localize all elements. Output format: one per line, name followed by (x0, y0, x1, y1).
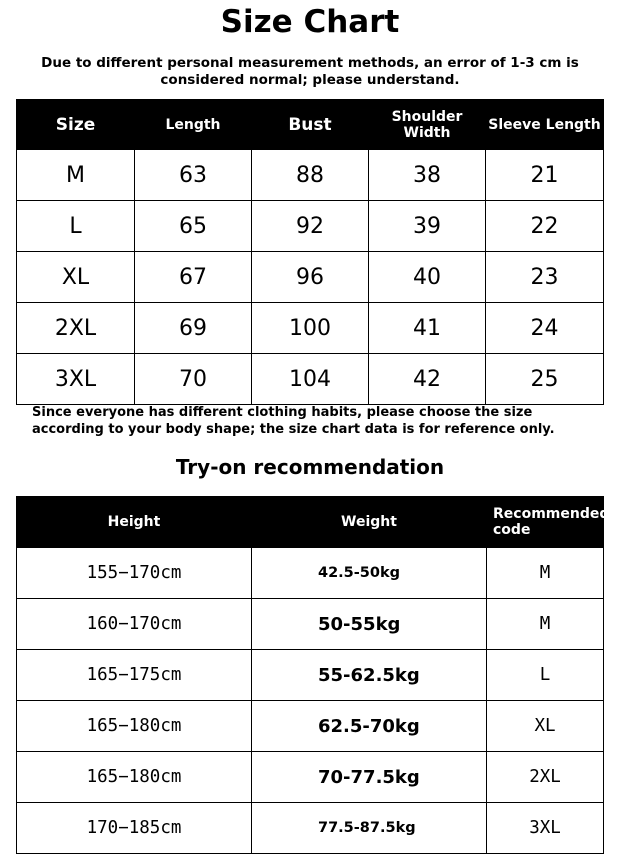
code-cell: 2XL (487, 752, 604, 803)
table-row (17, 201, 604, 252)
header-recommended-code: Recommended code (487, 497, 604, 548)
size-table-header-row (17, 100, 604, 150)
code-cell: M (487, 599, 604, 650)
height-cell: 170−185cm (17, 803, 252, 854)
table-row (17, 303, 604, 354)
header-shoulder-width: Shoulder Width (369, 100, 486, 150)
sleeve-cell: 21 (486, 150, 604, 201)
bust-cell: 100 (252, 303, 369, 354)
shoulder-cell: 40 (369, 252, 486, 303)
sleeve-cell: 24 (486, 303, 604, 354)
length-cell: 63 (135, 150, 252, 201)
header-weight: Weight (252, 497, 487, 548)
size-cell: 2XL (17, 303, 135, 354)
table-row (17, 548, 604, 599)
height-cell: 160−170cm (17, 599, 252, 650)
header-sleeve-length: Sleeve Length (486, 100, 604, 150)
shoulder-cell: 38 (369, 150, 486, 201)
table-row (17, 752, 604, 803)
header-size: Size (17, 100, 135, 150)
size-chart-table (16, 99, 604, 405)
header-height: Height (17, 497, 252, 548)
shoulder-cell: 41 (369, 303, 486, 354)
table-row (17, 354, 604, 405)
bust-cell: 92 (252, 201, 369, 252)
weight-cell: 70-77.5kg (252, 752, 487, 803)
tryon-table-header-row (17, 497, 604, 548)
code-cell: M (487, 548, 604, 599)
height-cell: 165−180cm (17, 752, 252, 803)
size-cell: L (17, 201, 135, 252)
height-cell: 165−175cm (17, 650, 252, 701)
shoulder-cell: 42 (369, 354, 486, 405)
weight-cell: 50-55kg (252, 599, 487, 650)
header-bust: Bust (252, 100, 369, 150)
size-cell: M (17, 150, 135, 201)
height-cell: 155−170cm (17, 548, 252, 599)
weight-cell: 77.5-87.5kg (252, 803, 487, 854)
header-length: Length (135, 100, 252, 150)
weight-cell: 55-62.5kg (252, 650, 487, 701)
tryon-title: Try-on recommendation (175, 455, 445, 479)
length-cell: 69 (135, 303, 252, 354)
length-cell: 65 (135, 201, 252, 252)
bust-cell: 88 (252, 150, 369, 201)
size-cell: 3XL (17, 354, 135, 405)
weight-cell: 62.5-70kg (252, 701, 487, 752)
measurement-note: Due to different personal measurement methods, an error of 1-3 cm is considered normal; please understand. (41, 55, 579, 88)
height-cell: 165−180cm (17, 701, 252, 752)
code-cell: XL (487, 701, 604, 752)
bust-cell: 104 (252, 354, 369, 405)
sleeve-cell: 22 (486, 201, 604, 252)
code-cell: 3XL (487, 803, 604, 854)
size-cell: XL (17, 252, 135, 303)
table-row (17, 599, 604, 650)
reference-note: Since everyone has different clothing habits, please choose the size according to your body shape; the size chart data is for reference only. (32, 405, 555, 437)
table-row (17, 150, 604, 201)
bust-cell: 96 (252, 252, 369, 303)
length-cell: 67 (135, 252, 252, 303)
page-title: Size Chart (220, 4, 400, 40)
sleeve-cell: 23 (486, 252, 604, 303)
table-row (17, 650, 604, 701)
table-row (17, 803, 604, 854)
tryon-table (16, 496, 610, 854)
table-row (17, 701, 604, 752)
weight-cell: 42.5-50kg (252, 548, 487, 599)
shoulder-cell: 39 (369, 201, 486, 252)
length-cell: 70 (135, 354, 252, 405)
table-row (17, 252, 604, 303)
sleeve-cell: 25 (486, 354, 604, 405)
code-cell: L (487, 650, 604, 701)
